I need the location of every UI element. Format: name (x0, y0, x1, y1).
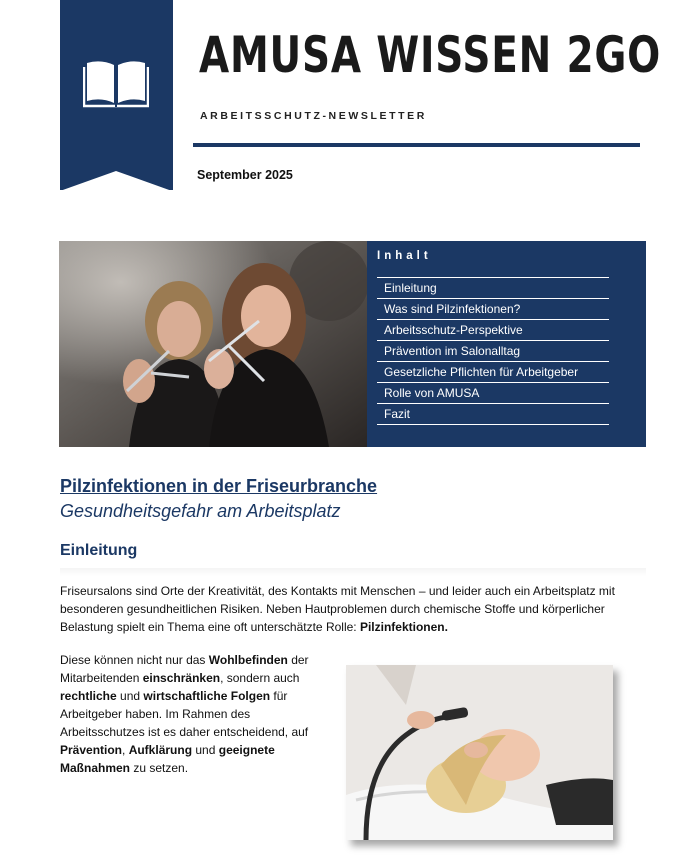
table-of-contents (367, 241, 646, 447)
intro-paragraph: Friseursalons sind Orte der Kreativität, des Kontakts mit Menschen – und leider auch ein Arbeitsplatz mit besonderen gesundheitlichen Risiken. Neben Hautproblemen durch chemische Stoffe und körperlicher Belastung spielt ein Thema eine oft unterschätzte Rolle: Pilzinfektionen. (60, 584, 615, 634)
article-subheadline: Gesundheitsgefahr am Arbeitsplatz (60, 501, 341, 521)
open-book-icon (83, 55, 149, 111)
newsletter-subtitle: ARBEITSSCHUTZ-NEWSLETTER (200, 110, 427, 122)
hero-photo-hairdressers (59, 241, 367, 447)
toc-item[interactable]: Prävention im Salonalltag (377, 341, 609, 362)
header-rule (193, 143, 640, 147)
toc-item[interactable]: Arbeitsschutz-Perspektive (377, 320, 609, 341)
salon-hairwash-photo (346, 665, 613, 840)
newsletter-title: AMUSA WISSEN 2GO (199, 26, 662, 84)
toc-item[interactable]: Was sind Pilzinfektionen? (377, 299, 609, 320)
header-bookmark (60, 0, 173, 190)
toc-item[interactable]: Rolle von AMUSA (377, 383, 609, 404)
section-divider (60, 568, 646, 576)
toc-title: Inhalt (377, 250, 432, 262)
toc-item[interactable]: Einleitung (377, 278, 609, 299)
article-headline: Pilzinfektionen in der Friseurbranche (60, 476, 378, 496)
issue-date: September 2025 (197, 168, 293, 182)
second-paragraph: Diese können nicht nur das Wohlbefinden der Mitarbeitenden einschränken, sondern auch rechtliche und wirtschaftliche Folgen für Arbeitgeber haben. Im Rahmen des Arbeitsschutzes ist es daher entscheidend, auf Prävention, Aufklärung und geeignete Maßnahmen zu setzen. (60, 653, 309, 775)
toc-item[interactable]: Fazit (377, 404, 609, 425)
toc-item[interactable]: Gesetzliche Pflichten für Arbeitgeber (377, 362, 609, 383)
section-title: Einleitung (60, 542, 138, 559)
